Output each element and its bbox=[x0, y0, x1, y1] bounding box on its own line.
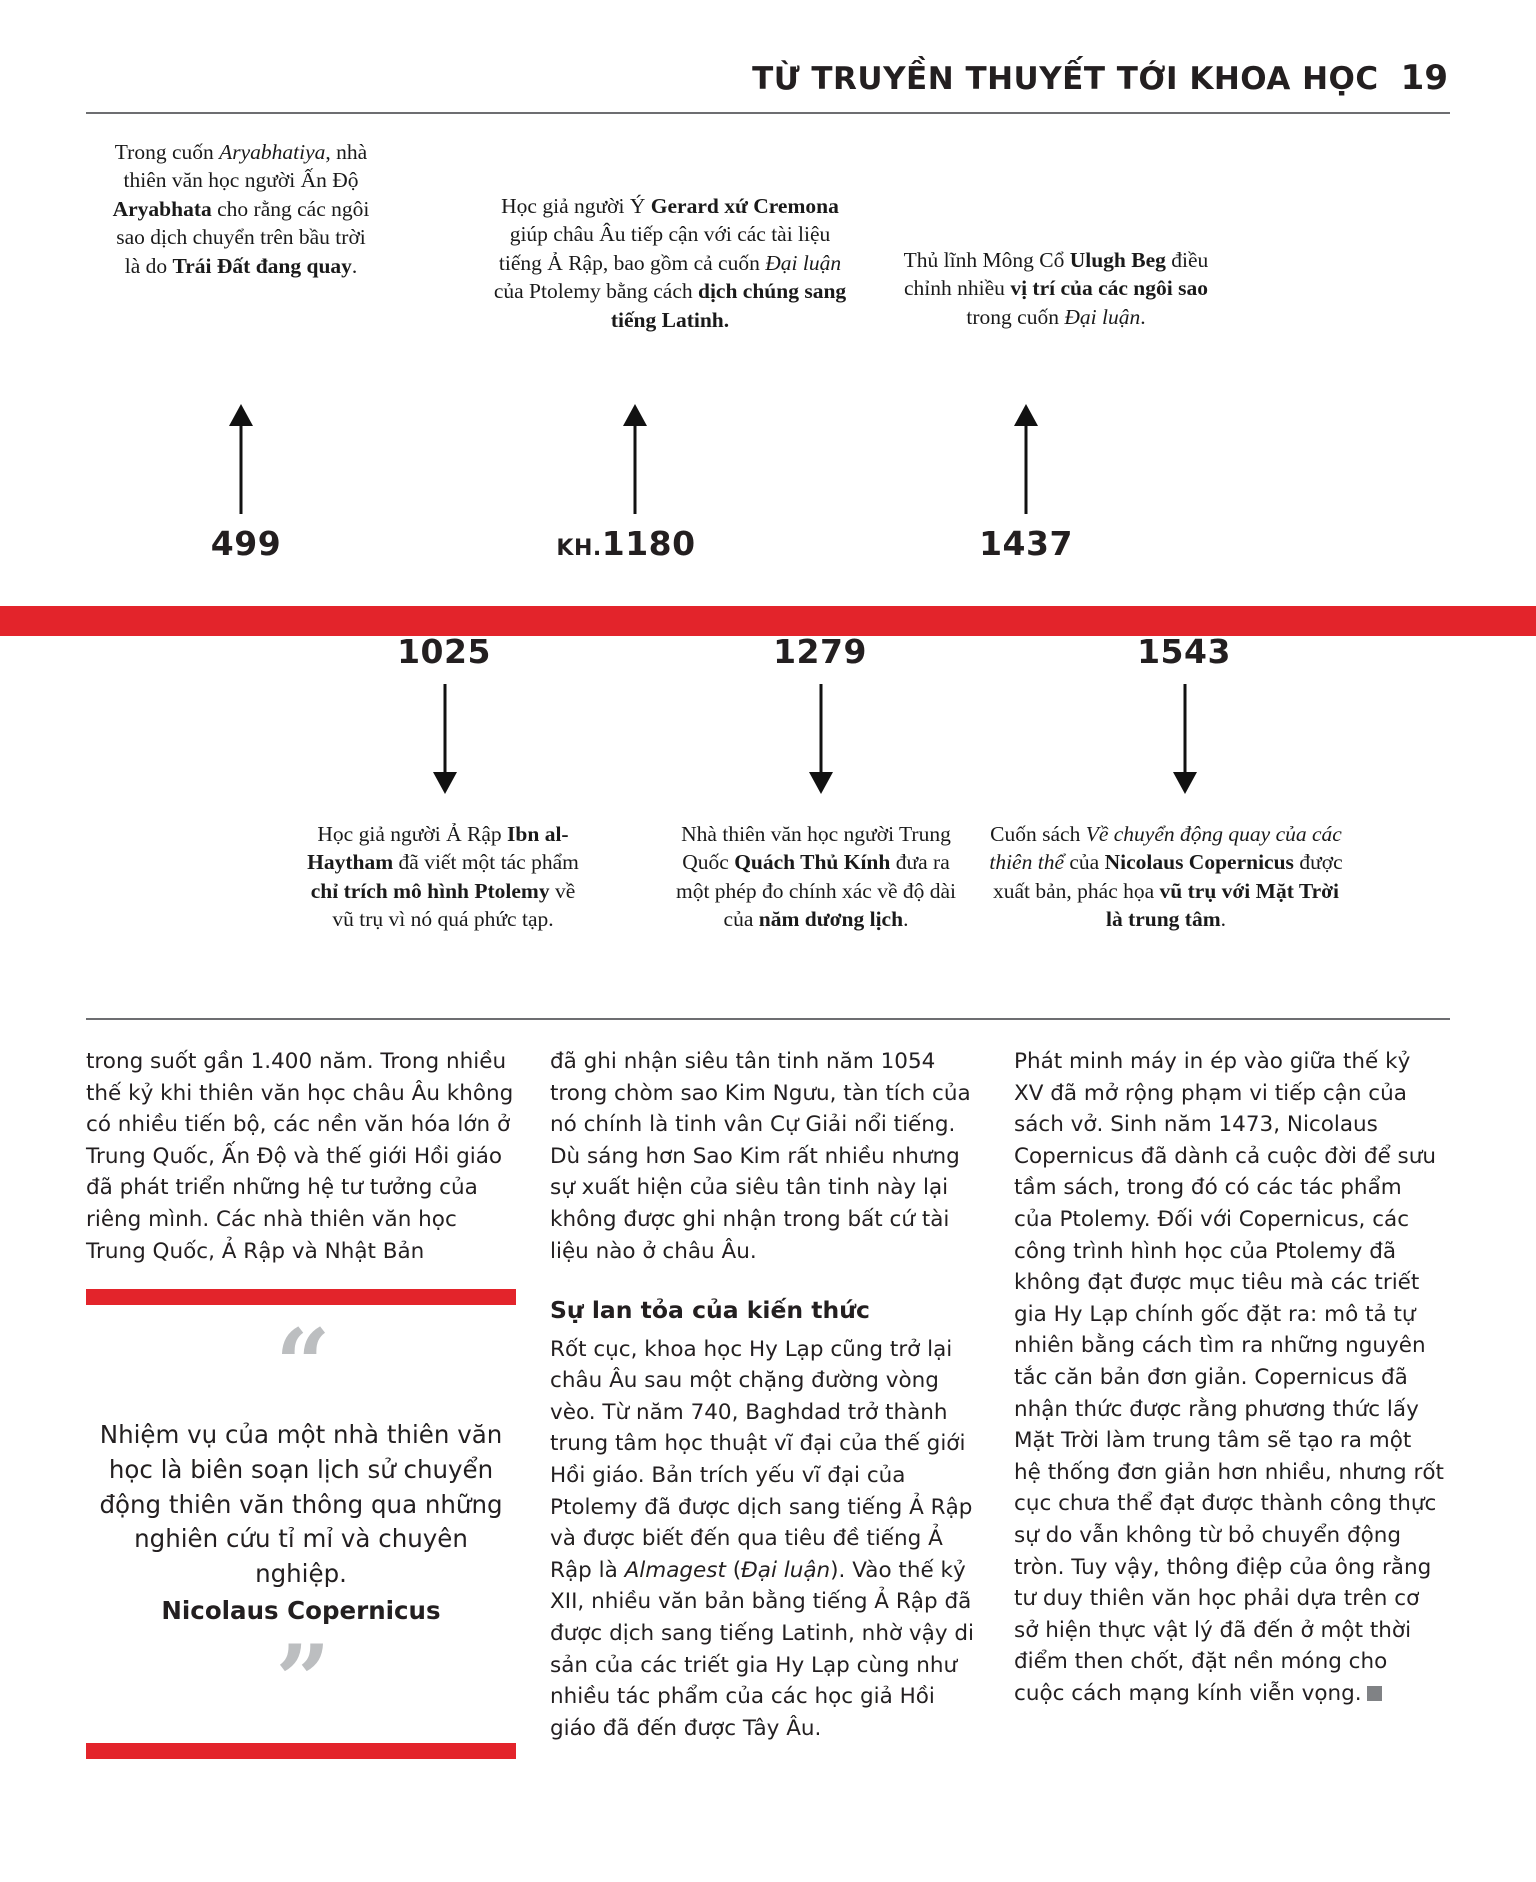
timeline-arrow-up-3 bbox=[1011, 404, 1041, 514]
arrow-head-icon bbox=[1173, 772, 1197, 794]
timeline-event-top-3 bbox=[896, 246, 1216, 331]
timeline-event-text: Học giả người Ý Gerard xứ Cremona giúp châu Âu tiếp cận với các tài liệu tiếng Ả Rập, bao gồm cả cuốn Đại luận của Ptolemy bằng cách dịch chúng sang tiếng Latinh. bbox=[493, 194, 847, 332]
arrow-shaft bbox=[444, 684, 447, 774]
quote-bottom-rule bbox=[86, 1743, 516, 1759]
column2-subheading: Sự lan tỏa của kiến thức bbox=[550, 1296, 870, 1325]
pull-quote-author: Nicolaus Copernicus bbox=[161, 1595, 441, 1625]
arrow-head-icon bbox=[1014, 404, 1038, 426]
arrow-shaft bbox=[1025, 424, 1028, 514]
timeline-year-top-3 bbox=[926, 524, 1126, 563]
arrow-shaft bbox=[820, 684, 823, 774]
timeline-event-bottom-1 bbox=[298, 820, 588, 934]
timeline-event-bottom-3 bbox=[986, 820, 1346, 934]
timeline-arrow-down-2 bbox=[806, 684, 836, 794]
arrow-shaft bbox=[1184, 684, 1187, 774]
timeline-year-top-2 bbox=[486, 524, 766, 563]
timeline-arrow-down-1 bbox=[430, 684, 460, 794]
timeline-year-bottom-3 bbox=[1084, 632, 1284, 671]
page-title: TỪ TRUYỀN THUYẾT TỚI KHOA HỌC bbox=[752, 61, 1379, 97]
timeline-year-label: 1180 bbox=[601, 524, 696, 563]
article-column-3 bbox=[1014, 1046, 1444, 1759]
timeline-event-text: Học giả người Ả Rập Ibn al-Haytham đã viết một tác phẩm chỉ trích mô hình Ptolemy về vũ trụ vì nó quá phức tạp. bbox=[307, 822, 579, 932]
arrow-head-icon bbox=[809, 772, 833, 794]
quote-open-mark: “ bbox=[275, 1308, 327, 1422]
timeline-event-top-2 bbox=[490, 192, 850, 334]
timeline-arrow-down-3 bbox=[1170, 684, 1200, 794]
timeline-event-bottom-2 bbox=[666, 820, 966, 934]
pull-quote bbox=[86, 1418, 516, 1629]
timeline-year-bottom-1 bbox=[344, 632, 544, 671]
timeline-arrow-up-1 bbox=[226, 404, 256, 514]
timeline-arrow-up-2 bbox=[620, 404, 650, 514]
timeline-year-label: 1543 bbox=[1137, 632, 1231, 671]
timeline-year-label: 499 bbox=[210, 524, 282, 563]
timeline-event-text: Cuốn sách Về chuyển động quay của các thiên thể của Nicolaus Copernicus được xuất bản, phác họa vũ trụ với Mặt Trời là trung tâm. bbox=[989, 822, 1343, 932]
column3-text: Phát minh máy in ép vào giữa thế kỷ XV đã mở rộng phạm vi tiếp cận của sách vở. Sinh năm 1473, Nicolaus Copernicus đã dành cả cuộc đời để sưu tầm sách, trong đó có các tác phẩm của Ptolemy. Đối với Copernicus, các công trình hình học của Ptolemy đã không đạt được mục tiêu mà các triết gia Hy Lạp chính gốc đặt ra: mô tả tự nhiên bằng cách tìm ra những nguyên tắc căn bản đơn giản. Copernicus đã nhận thức được rằng phương thức lấy Mặt Trời làm trung tâm sẽ tạo ra một hệ thống đơn giản hơn nhiều, nhưng rốt cục chưa thể đạt được thành công thực sự do vẫn không từ bỏ chuyển động tròn. Tuy vậy, thông điệp của ông rằng tư duy thiên văn học phải dựa trên cơ sở hiện thực vật lý đã đến ở một thời điểm then chốt, đặt nền móng cho cuộc cách mạng kính viễn vọng. bbox=[1014, 1049, 1444, 1706]
page-number: 19 bbox=[1400, 58, 1448, 98]
column3-paragraph bbox=[1014, 1046, 1444, 1709]
arrow-head-icon bbox=[229, 404, 253, 426]
timeline-event-top-1 bbox=[106, 138, 376, 280]
timeline bbox=[86, 114, 1450, 994]
timeline-year-prefix: KH. bbox=[556, 536, 602, 561]
arrow-shaft bbox=[634, 424, 637, 514]
quote-top-rule bbox=[86, 1289, 516, 1305]
timeline-event-text: Trong cuốn Aryabhatiya, nhà thiên văn học người Ấn Độ Aryabhata cho rằng các ngôi sao dịch chuyển trên bầu trời là do Trái Đất đang quay. bbox=[112, 140, 370, 278]
article-columns bbox=[86, 1046, 1450, 1759]
arrow-head-icon bbox=[433, 772, 457, 794]
timeline-year-label: 1279 bbox=[773, 632, 867, 671]
article-column-2 bbox=[550, 1046, 980, 1759]
timeline-year-top-1 bbox=[146, 524, 346, 563]
column2-paragraph-2: Rốt cục, khoa học Hy Lạp cũng trở lại châu Âu sau một chặng đường vòng vèo. Từ năm 740, Baghdad trở thành trung tâm học thuật vĩ đại của thế giới Hồi giáo. Bản trích yếu vĩ đại của Ptolemy đã được dịch sang tiếng Ả Rập và được biết đến qua tiêu đề tiếng Ả Rập là Almagest (Đại luận). Vào thế kỷ XII, nhiều văn bản bằng tiếng Ả Rập đã được dịch sang tiếng Latinh, nhờ vậy di sản của các triết gia Hy Lạp cùng như nhiều tác phẩm của các học giả Hồi giáo đã đến được Tây Âu. bbox=[550, 1336, 975, 1741]
pull-quote-text: Nhiệm vụ của một nhà thiên văn học là biên soạn lịch sử chuyển động thiên văn thông qua những nghiên cứu tỉ mỉ và chuyên nghiệp. bbox=[99, 1419, 503, 1589]
timeline-year-label: 1025 bbox=[397, 632, 491, 671]
timeline-event-text: Nhà thiên văn học người Trung Quốc Quách Thủ Kính đưa ra một phép đo chính xác về độ dài của năm dương lịch. bbox=[675, 822, 957, 932]
quote-close-mark: ” bbox=[275, 1623, 327, 1737]
timeline-year-bottom-2 bbox=[720, 632, 920, 671]
timeline-year-label: 1437 bbox=[979, 524, 1073, 563]
arrow-head-icon bbox=[623, 404, 647, 426]
body-divider bbox=[86, 1018, 1450, 1020]
column1-paragraph: trong suốt gần 1.400 năm. Trong nhiều thế kỷ khi thiên văn học châu Âu không có nhiều tiến bộ, các nền văn hóa lớn ở Trung Quốc, Ấn Độ và thế giới Hồi giáo đã phát triển những hệ tư tưởng của riêng mình. Các nhà thiên văn học Trung Quốc, Ả Rập và Nhật Bản bbox=[86, 1049, 514, 1264]
page-header bbox=[86, 0, 1450, 98]
column2-paragraph-1: đã ghi nhận siêu tân tinh năm 1054 trong chòm sao Kim Ngưu, tàn tích của nó chính là tinh vân Cự Giải nổi tiếng. Dù sáng hơn Sao Kim rất nhiều nhưng sự xuất hiện của siêu tân tinh này lại không được ghi nhận trong bất cứ tài liệu nào ở châu Âu. bbox=[550, 1049, 971, 1264]
timeline-event-text: Thủ lĩnh Mông Cổ Ulugh Beg điều chỉnh nhiều vị trí của các ngôi sao trong cuốn Đại luận. bbox=[903, 248, 1209, 329]
article-column-1 bbox=[86, 1046, 516, 1759]
arrow-shaft bbox=[240, 424, 243, 514]
end-of-article-mark bbox=[1367, 1686, 1382, 1701]
